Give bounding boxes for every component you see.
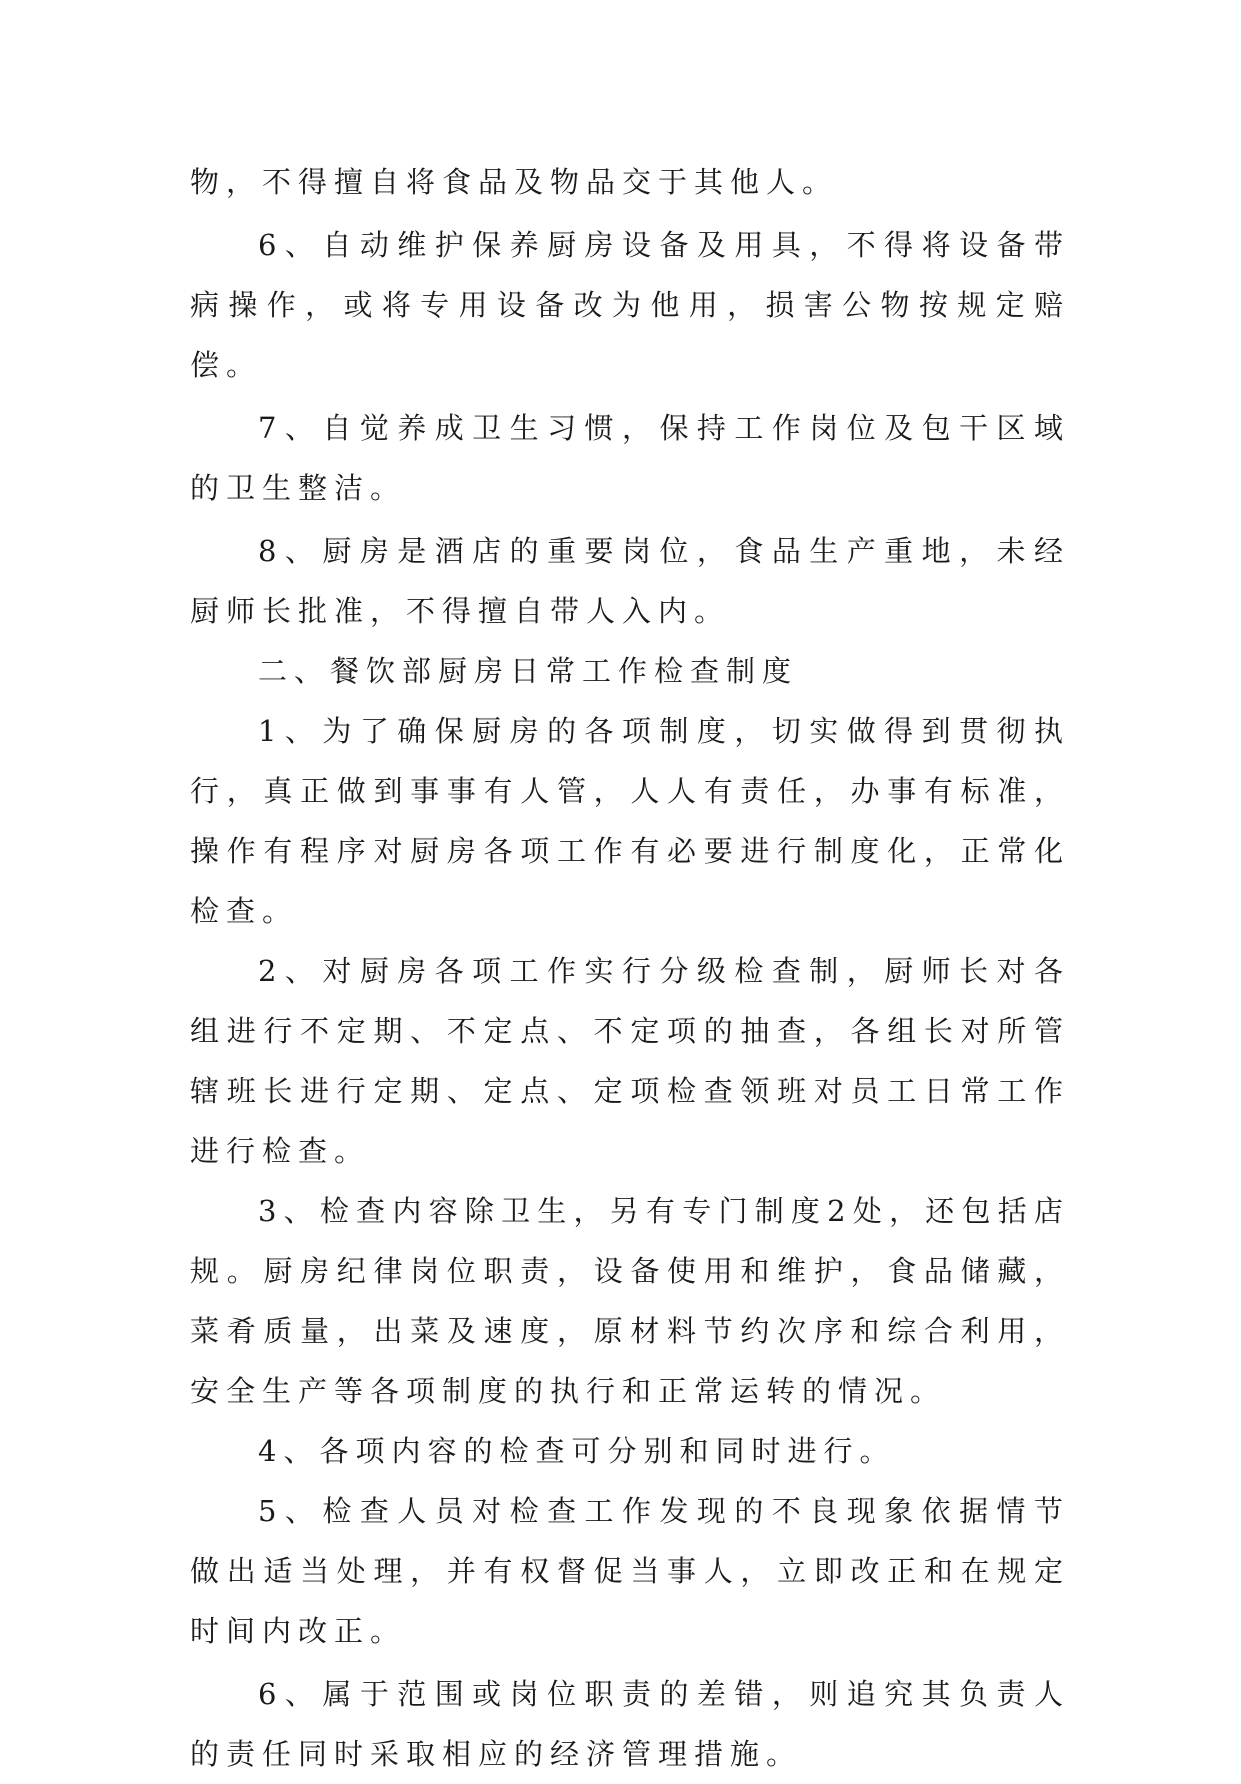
paragraph-check-6: 6、属于范围或岗位职责的差错，则追究其负责人的责任同时采取相应的经济管理措施。	[190, 1677, 1070, 1771]
paragraph-check-5: 5、检查人员对检查工作发现的不良现象依据情节做出适当处理，并有权督促当事人，立即改正和在规定时间内改正。	[190, 1494, 1070, 1648]
paragraph-check-3: 3、检查内容除卫生，另有专门制度2处，还包括店规。厨房纪律岗位职责，设备使用和维护，食品储藏，菜肴质量，出菜及速度，原材料节约次序和综合利用，安全生产等各项制度的执行和正常运转的情况。	[190, 1194, 1070, 1408]
paragraph-continuation: 物，不得擅自将食品及物品交于其他人。	[190, 165, 839, 199]
paragraph-check-1: 1、为了确保厨房的各项制度，切实做得到贯彻执行，真正做到事事有人管，人人有责任，办事有标准，操作有程序对厨房各项工作有必要进行制度化，正常化检查。	[190, 714, 1070, 928]
paragraph-item-8: 8、厨房是酒店的重要岗位，食品生产重地，未经厨师长批准，不得擅自带人入内。	[190, 534, 1070, 628]
paragraph-item-6: 6、自动维护保养厨房设备及用具，不得将设备带病操作，或将专用设备改为他用，损害公物按规定赔偿。	[190, 228, 1070, 382]
document-body	[190, 152, 1070, 1784]
paragraph-check-4: 4、各项内容的检查可分别和同时进行。	[258, 1434, 896, 1468]
section-heading: 二、餐饮部厨房日常工作检查制度	[258, 654, 799, 688]
paragraph-item-7: 7、自觉养成卫生习惯，保持工作岗位及包干区域的卫生整洁。	[190, 411, 1070, 505]
paragraph-check-2: 2、对厨房各项工作实行分级检查制，厨师长对各组进行不定期、不定点、不定项的抽查，各组长对所管辖班长进行定期、定点、定项检查领班对员工日常工作进行检查。	[190, 954, 1070, 1168]
